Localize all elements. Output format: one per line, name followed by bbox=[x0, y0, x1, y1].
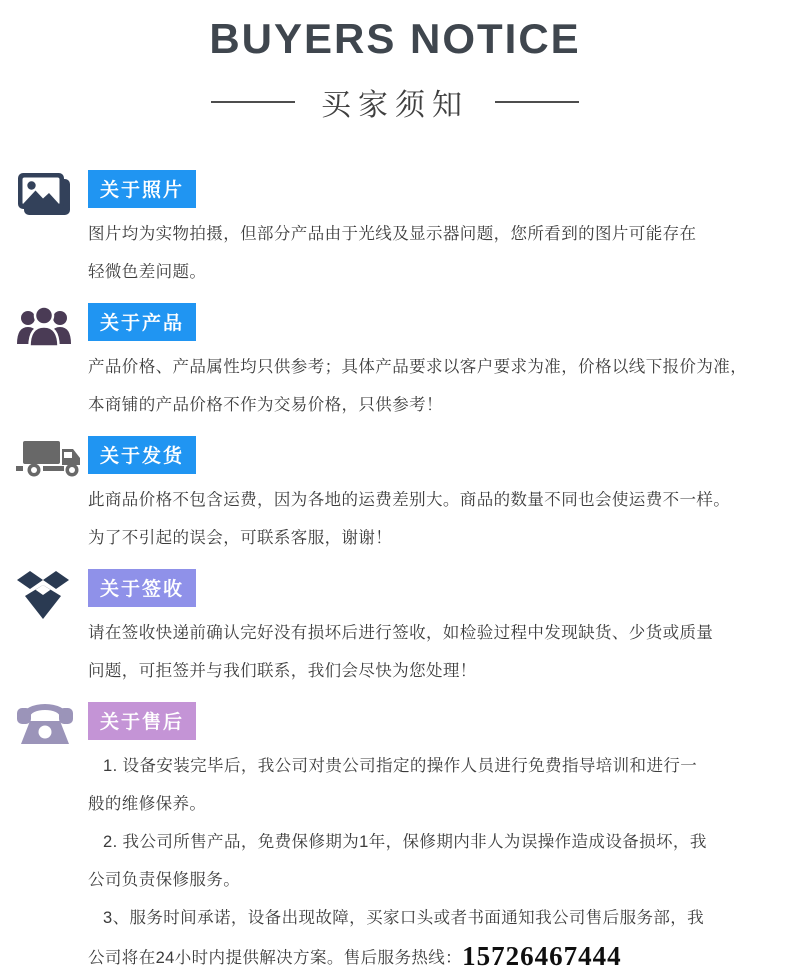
section-label-shipping: 关于发货 bbox=[88, 436, 196, 474]
body-line: 为了不引起的误会，可联系客服，谢谢！ bbox=[88, 529, 393, 548]
body-line: 产品价格、产品属性均只供参考；具体产品要求以客户要求为准，价格以线下报价为准， bbox=[88, 358, 748, 377]
body-line: 般的维修保养。 bbox=[88, 795, 207, 814]
hotline-line bbox=[88, 937, 770, 977]
body-line: 图片均为实物拍摄，但部分产品由于光线及显示器问题，您所看到的图片可能存在 bbox=[88, 225, 697, 244]
section-about-photos bbox=[0, 170, 790, 291]
subtitle-left-rule bbox=[211, 101, 295, 103]
body-line: 此商品价格不包含运费，因为各地的运费差别大。商品的数量不同也会使运费不一样。 bbox=[88, 491, 731, 510]
sections bbox=[0, 170, 790, 977]
body-line: 2. 我公司所售产品，免费保修期为1年，保修期内非人为误操作造成设备损坏，我 bbox=[103, 833, 707, 852]
truck-icon bbox=[16, 436, 82, 489]
section-after-sales bbox=[0, 702, 790, 977]
section-label-after-sales: 关于售后 bbox=[88, 702, 196, 740]
page-subtitle: 买家须知 bbox=[321, 89, 469, 123]
telephone-icon bbox=[16, 702, 74, 753]
body-line: 公司负责保修服务。 bbox=[88, 871, 241, 890]
body-line: 请在签收快递前确认完好没有损坏后进行签收，如检验过程中发现缺货、少货或质量 bbox=[88, 624, 714, 643]
body-line: 本商铺的产品价格不作为交易价格，只供参考！ bbox=[88, 396, 443, 415]
subtitle-right-rule bbox=[495, 101, 579, 103]
section-icon-col bbox=[16, 303, 88, 358]
section-about-receipt bbox=[0, 569, 790, 690]
body-line: 问题，可拒签并与我们联系，我们会尽快为您处理！ bbox=[88, 662, 477, 681]
page-title: BUYERS NOTICE bbox=[209, 15, 581, 62]
section-label-photos: 关于照片 bbox=[88, 170, 196, 208]
section-icon-col bbox=[16, 436, 88, 489]
body-line: 3、服务时间承诺，设备出现故障，买家口头或者书面通知我公司售后服务部，我 bbox=[103, 909, 705, 928]
section-icon-col bbox=[16, 702, 88, 753]
section-about-product bbox=[0, 303, 790, 424]
body-line: 1. 设备安装完毕后，我公司对贵公司指定的操作人员进行免费指导培训和进行一 bbox=[103, 757, 698, 776]
section-icon-col bbox=[16, 569, 88, 626]
open-box-icon bbox=[16, 569, 70, 626]
section-about-shipping bbox=[0, 436, 790, 557]
subtitle-row bbox=[0, 80, 790, 124]
photos-icon bbox=[16, 170, 72, 225]
hotline-label: 公司将在24小时内提供解决方案。售后服务热线： bbox=[88, 949, 463, 968]
people-icon bbox=[16, 303, 72, 358]
section-label-product: 关于产品 bbox=[88, 303, 196, 341]
hotline-number: 15726467444 bbox=[462, 941, 622, 972]
page-header bbox=[0, 0, 790, 124]
section-label-receipt: 关于签收 bbox=[88, 569, 196, 607]
section-icon-col bbox=[16, 170, 88, 225]
body-line: 轻微色差问题。 bbox=[88, 263, 207, 282]
